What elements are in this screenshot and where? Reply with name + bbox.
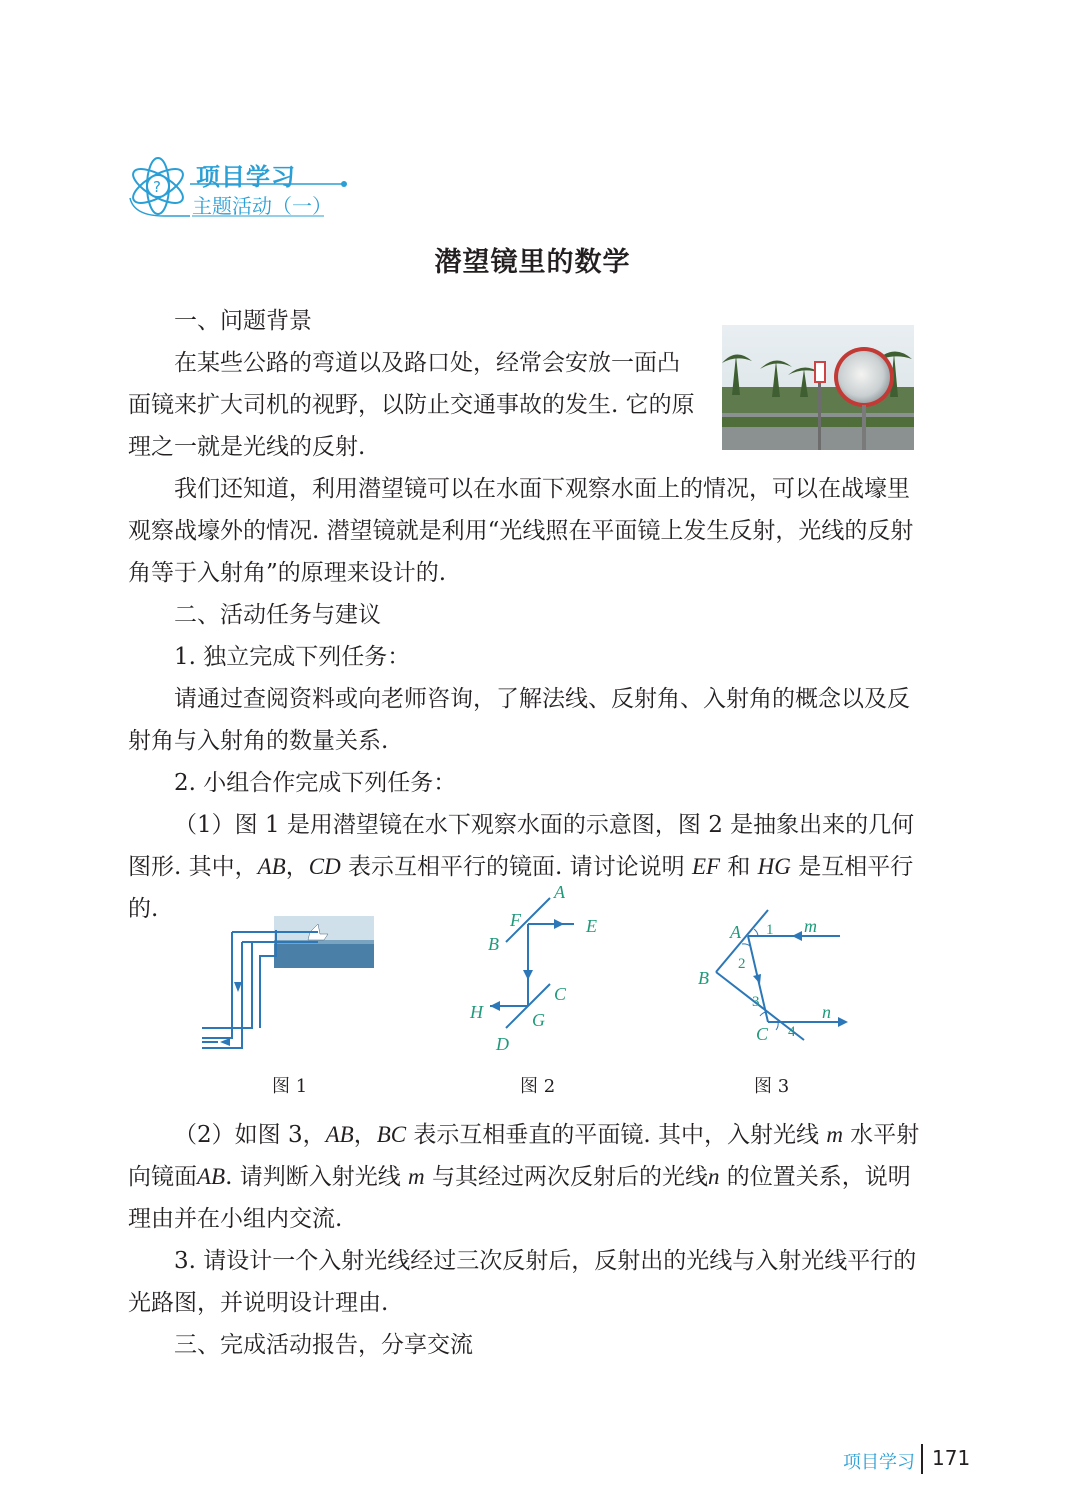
label-C: C (554, 984, 567, 1004)
label-G: G (532, 1010, 545, 1030)
arrow-GH (490, 1001, 500, 1011)
label-E: E (586, 916, 597, 936)
angle-3: 3 (752, 994, 760, 1010)
task2-part2-text: （2）如图 3，AB，BC 表示互相垂直的平面镜. 其中，入射光线 m 水平射向镜面AB. 请判断入射光线 m 与其经过两次反射后的光线n 的位置关系，说明理由并在小组内交流. (128, 1122, 920, 1232)
label-H: H (470, 1002, 483, 1022)
label-m: m (804, 916, 817, 936)
page-title: 潜望镜里的数学 (434, 247, 631, 278)
figure-2-parallel-mirrors (462, 880, 612, 1055)
task2-heading: 2. 小组合作完成下列任务： (174, 770, 457, 796)
arrow-m (792, 931, 802, 941)
label-B: B (488, 934, 499, 954)
paragraph-periscope: 我们还知道，利用潜望镜可以在水面下观察水面上的情况，可以在战壕里观察战壕外的情况. 潜望镜就是利用“光线照在平面镜上发生反射，光线的反射角等于入射角”的原理来设计的. (128, 476, 914, 586)
angle-1: 1 (766, 922, 774, 938)
ray-n: n (707, 1164, 720, 1189)
label-A: A (554, 882, 565, 902)
segment-BC: BC (376, 1122, 407, 1147)
task1-heading: 1. 独立完成下列任务： (174, 644, 411, 670)
section-heading-background: 一、问题背景 (174, 308, 312, 334)
segment-AB: AB (257, 854, 286, 879)
arrow-EF (554, 919, 564, 929)
task3-text: 3. 请设计一个入射光线经过三次反射后，反射出的光线与入射光线平行的光路图，并说明设计理由. (128, 1248, 917, 1316)
task1-text: 请通过查阅资料或向老师咨询，了解法线、反射角、入射角的概念以及反射角与入射角的数量关系. (128, 686, 910, 754)
angle-4: 4 (788, 1024, 796, 1040)
segment-CD: CD (308, 854, 341, 879)
label-C: C (756, 1024, 769, 1044)
convex-mirror-photo (722, 325, 914, 450)
figure-2-caption: 图 2 (520, 1076, 556, 1097)
atom-question-icon (128, 158, 187, 214)
arrow-FG (523, 970, 533, 980)
badge-subtitle: 主题活动（一） (192, 194, 332, 218)
angle-2: 2 (738, 956, 746, 972)
ray-m-2: m (408, 1164, 425, 1189)
label-B: B (698, 968, 709, 988)
label-n: n (822, 1002, 831, 1022)
badge-title: 项目学习 (196, 163, 296, 191)
section-heading-report: 三、完成活动报告，分享交流 (174, 1332, 473, 1358)
label-F: F (510, 910, 521, 930)
paragraph-convex-mirror: 在某些公路的弯道以及路口处，经常会安放一面凸面镜来扩大司机的视野，以防止交通事故的发生. 它的原理之一就是光线的反射. (128, 350, 695, 460)
segment-HG: HG (757, 854, 791, 879)
label-A: A (730, 922, 741, 942)
arrow-AC (753, 974, 761, 984)
ray-m: m (826, 1122, 843, 1147)
footer-label: 项目学习 (843, 1452, 915, 1473)
svg-text:?: ? (153, 178, 161, 196)
label-D: D (496, 1034, 509, 1054)
figure-1-periscope (198, 910, 378, 1060)
arrow-n (838, 1017, 848, 1027)
figure-3-perpendicular-mirrors (692, 904, 862, 1054)
task2-part1-text: （1）图 1 是用潜望镜在水下观察水面的示意图，图 2 是抽象出来的几何图形. 其中，AB，CD 表示互相平行的镜面. 请讨论说明 EF 和 HG 是互相平行的. (128, 812, 915, 922)
segment-AB-2: AB (197, 1164, 226, 1189)
page-number: 171 (932, 1446, 971, 1470)
figure-1-caption: 图 1 (272, 1076, 308, 1097)
footer-divider (921, 1444, 923, 1474)
section-heading-tasks: 二、活动任务与建议 (174, 602, 381, 628)
segment-EF: EF (691, 854, 721, 879)
segment-AB: AB (325, 1122, 354, 1147)
figure-3-caption: 图 3 (754, 1076, 790, 1097)
